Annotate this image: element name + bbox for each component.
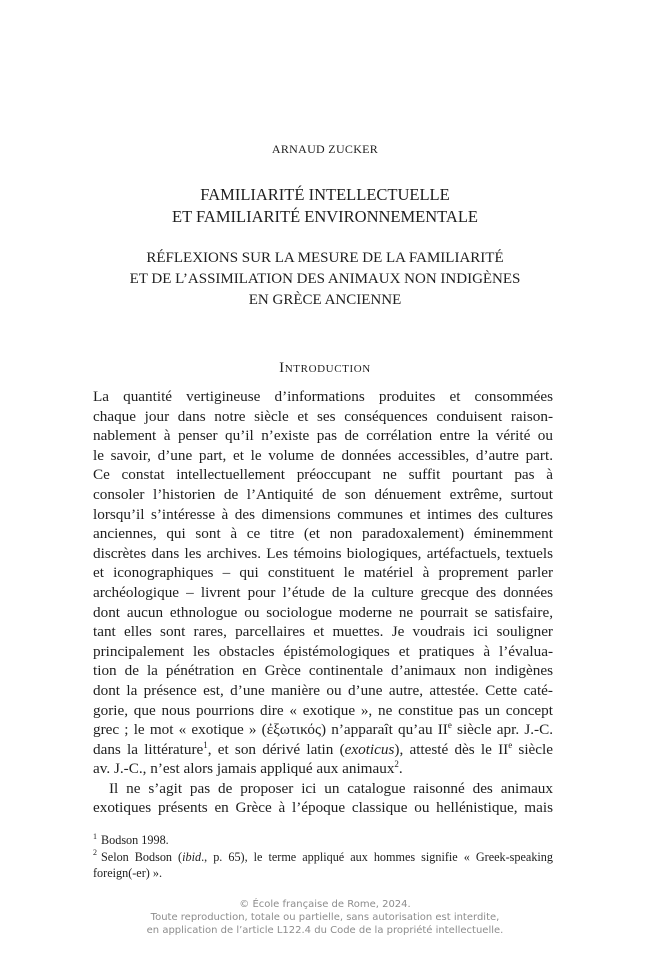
subtitle-line: ET DE L’ASSIMILATION DES ANIMAUX NON INDIGÈNES (129, 271, 521, 287)
body-line: principalement les obstacles épistémologiques et pratiques à l’évalua- (93, 642, 553, 660)
body-line: La quantité vertigineuse d’informations produites et consommées (93, 388, 553, 405)
copyright-line: en application de l’article L122.4 du Code de la propriété intellectuelle. (146, 925, 504, 936)
superscript: e (447, 720, 452, 731)
footnote-2 (93, 849, 553, 866)
text-run: siècle apr. J.-C. (451, 721, 554, 739)
body-line: le savoir, d’une part, et le volume de données accessibles, d’autre part. (93, 446, 553, 464)
section-heading: Introduction (279, 360, 371, 376)
text-run: dans la littérature (93, 740, 204, 758)
copyright-line: © École française de Rome, 2024. (239, 899, 411, 910)
body-line: dont la présence est, d’une manière ou d’une autre, attestée. Cette caté- (93, 681, 553, 699)
body-text (93, 387, 553, 818)
body-line: lorsqu’il s’intéresse à des dimensions communes et intimes des cultures (93, 505, 553, 523)
text-run: siècle (512, 740, 553, 758)
footnote-text: ., p. 65), le terme appliqué aux hommes signifie « Greek-speaking (201, 849, 553, 864)
title-line: ET FAMILIARITÉ ENVIRONNEMENTALE (171, 207, 479, 226)
footnote-number: 1 (93, 831, 97, 841)
text-run: , et son dérivé latin ( (207, 740, 345, 758)
copyright-notice (0, 898, 650, 937)
body-line: discrètes dans les archives. Les témoins biologiques, artéfactuels, textuels (93, 544, 553, 562)
footnotes (93, 832, 553, 882)
article-title (0, 184, 650, 228)
body-line: et iconographiques – qui constituent le matériel à proprement parler (93, 564, 553, 582)
body-line: consoler l’historien de l’Antiquité de son dénuement extrême, surtout (93, 485, 553, 503)
footnote-italic: ibid (182, 849, 202, 864)
body-line: nablement à penser qu’il n’existe pas de corrélation entre la vérité ou (93, 427, 553, 445)
body-line (93, 740, 553, 760)
copyright-line: Toute reproduction, totale ou partielle, sans autorisation est interdite, (150, 912, 500, 923)
body-line: chaque jour dans notre siècle et ses conséquences conduisent raison- (93, 407, 553, 425)
body-line: anciennes, qui sont à ce titre (et non paradoxalement) éminemment (93, 525, 553, 543)
subtitle-line: RÉFLEXIONS SUR LA MESURE DE LA FAMILIARITÉ (146, 250, 504, 266)
text-run: ) n’apparaît qu’au II (321, 721, 448, 739)
subtitle-line: EN GRÈCE ANCIENNE (248, 292, 402, 308)
text-run: grec ; le mot « exotique » ( (93, 721, 267, 739)
body-line: exotiques présents en Grèce à l’époque classique ou hellénistique, mais (93, 799, 553, 817)
latin-word: exoticus (344, 740, 395, 758)
superscript: e (508, 739, 513, 750)
footnote-ref[interactable]: 2 (394, 759, 399, 770)
body-line: Il ne s’agit pas de proposer ici un catalogue raisonné des animaux (109, 779, 553, 797)
body-line: dont aucun ethnologue ou sociologue moderne ne pourrait se satisfaire, (93, 603, 553, 621)
body-line: tant elles sont rares, parcellaires et muettes. Je voudrais ici souligner (93, 623, 553, 641)
body-line (93, 759, 553, 779)
footnote-2-continuation: foreign(-er) ». (93, 866, 163, 880)
footnote-number: 2 (93, 848, 97, 858)
title-line: FAMILIARITÉ INTELLECTUELLE (200, 185, 450, 204)
body-line: gorie, que nous pourrions dire « exotique », ne constitue pas un concept (93, 701, 553, 719)
body-line: Ce constat intellectuellement préoccupant ne suffit pourtant pas à (93, 466, 553, 484)
author-name: ARNAUD ZUCKER (271, 142, 379, 156)
text-run: . (398, 760, 403, 778)
body-line: tion de la pénétration en Grèce continentale d’animaux non indigènes (93, 662, 553, 680)
greek-word: ἐξωτικός (266, 721, 321, 739)
article-subtitle (0, 248, 650, 311)
footnote-text: Bodson 1998. (101, 833, 169, 847)
footnote-text: Selon Bodson ( (101, 849, 183, 864)
body-line (93, 720, 553, 740)
footnote-1 (93, 832, 553, 849)
text-run: ), attesté dès le II (394, 740, 509, 758)
footnote-ref[interactable]: 1 (203, 739, 208, 750)
text-run: av. J.-C., n’est alors jamais appliqué aux animaux (93, 760, 395, 778)
body-line: archéologique – livrent pour l’étude de la culture grecque des données (93, 583, 553, 601)
